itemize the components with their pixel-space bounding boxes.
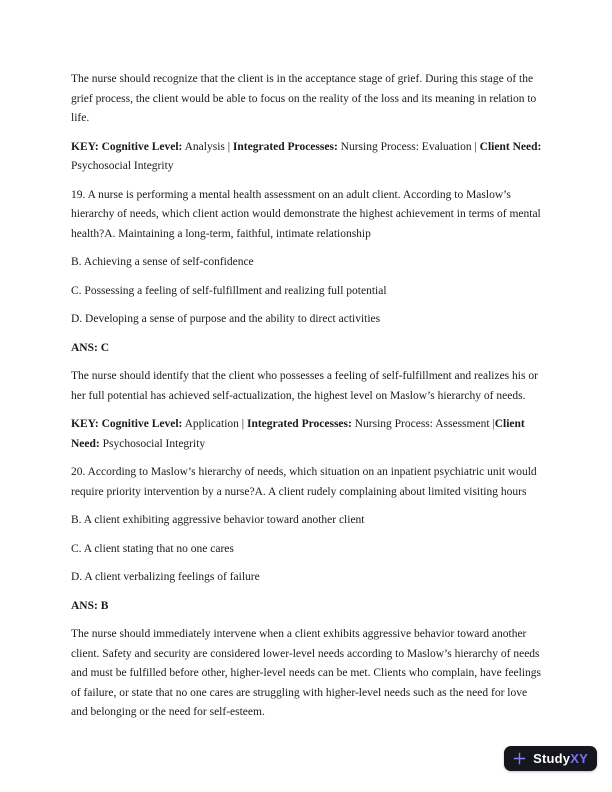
paragraph: [71, 367, 543, 406]
answer-option: [71, 282, 543, 302]
body-text: The nurse should identify that the client who possesses a feeling of self-fulfillment and realizes his or her full potential has achieved self-actualization, the highest level on Maslow’s hierarchy of needs.: [71, 370, 538, 402]
body-text: D. Developing a sense of purpose and the ability to direct activities: [71, 313, 381, 325]
answer-line: [71, 597, 543, 617]
answer-option: [71, 310, 543, 330]
key-line: [71, 415, 543, 454]
bold-text: ANS: B: [71, 599, 109, 612]
body-text: 20. According to Maslow’s hierarchy of needs, which situation on an inpatient psychiatric unit would require priority intervention by a nurse?A. A client rudely complaining about limited visiting hours: [71, 466, 537, 498]
body-text: Nursing Process: Assessment |: [351, 418, 495, 430]
body-text: Analysis |: [182, 140, 233, 153]
body-text: Application |: [182, 418, 247, 430]
answer-option: [71, 511, 543, 531]
paragraph: [71, 625, 543, 723]
bold-text: Integrated Processes:: [232, 140, 338, 153]
answer-line: [71, 339, 543, 359]
body-text: C. A client stating that no one cares: [71, 542, 234, 555]
body-text: C. Possessing a feeling of self-fulfillment and realizing full potential: [71, 284, 387, 297]
paragraph: [71, 463, 543, 502]
answer-option: [71, 253, 543, 273]
bold-text: KEY: Cognitive Level:: [71, 418, 183, 430]
bold-text: Client Need:: [479, 140, 542, 153]
logo-text-prefix: Study: [533, 751, 571, 766]
answer-option: [71, 568, 543, 588]
body-text: The nurse should immediately intervene when a client exhibits aggressive behavior toward another client. Safety and security are considered lower-level needs according to Maslow’s hierarchy of needs and must be fulfilled before other, higher-level needs can be met. Clients who complain, have feelings of failure, or state that no one cares are struggling with higher-level needs such as the need for love and belonging or the need for self-esteem.: [71, 628, 542, 718]
bold-text: Integrated Processes:: [246, 418, 352, 430]
paragraph: [71, 186, 543, 245]
body-text: 19. A nurse is performing a mental health assessment on an adult client. According to Maslow’s hierarchy of needs, which client action would demonstrate the highest achievement in terms of mental health?A. Maintaining a long-term, faithful, intimate relationship: [71, 188, 541, 240]
body-text: D. A client verbalizing feelings of failure: [71, 571, 260, 583]
body-text: B. Achieving a sense of self-confidence: [71, 256, 254, 268]
paragraph: [71, 70, 543, 129]
bold-text: ANS: C: [71, 341, 110, 354]
document-body: [71, 70, 543, 723]
bold-text: Client Need:: [71, 418, 525, 450]
logo-text-suffix: XY: [570, 751, 588, 766]
studyxy-logo: [504, 746, 597, 771]
plus-icon: [512, 751, 527, 766]
logo-wordmark: [533, 752, 588, 765]
bold-text: KEY: Cognitive Level:: [71, 140, 183, 153]
key-line: [71, 138, 543, 177]
body-text: The nurse should recognize that the client is in the acceptance stage of grief. During this stage of the grief process, the client would be able to focus on the reality of the loss and its meaning in relation to life.: [71, 73, 537, 124]
body-text: B. A client exhibiting aggressive behavior toward another client: [71, 514, 365, 526]
body-text: Nursing Process: Evaluation |: [337, 140, 480, 153]
body-text: Psychosocial Integrity: [99, 437, 206, 450]
answer-option: [71, 540, 543, 560]
body-text: Psychosocial Integrity: [71, 160, 174, 172]
